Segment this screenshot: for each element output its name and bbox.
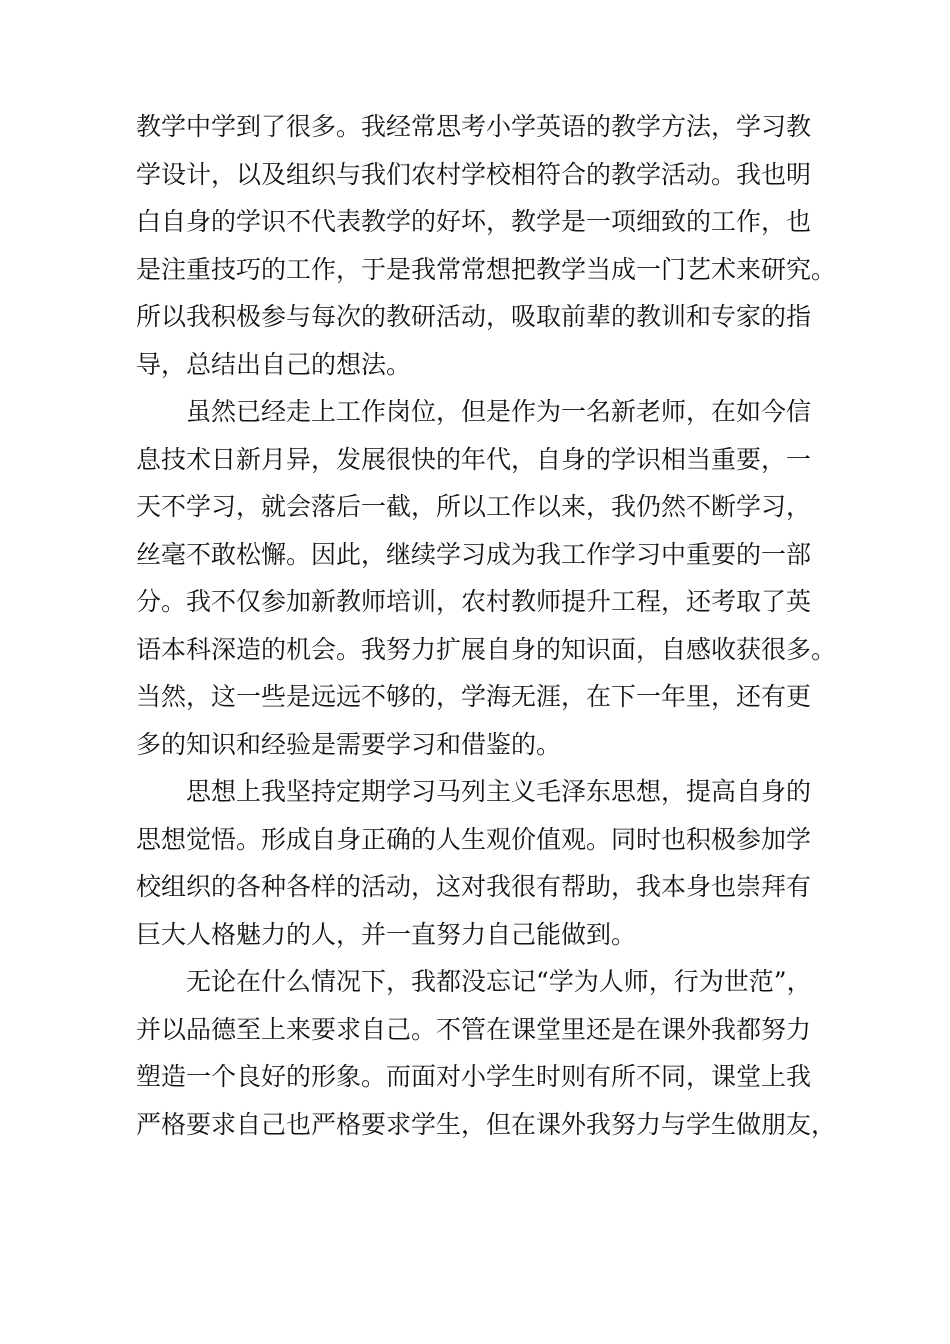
text-line: 息技术日新月异，发展很快的年代，自身的学识相当重要，一 (136, 444, 812, 474)
text-line: 学设计，以及组织与我们农村学校相符合的教学活动。我也明 (136, 159, 812, 189)
text-line: 巨大人格魅力的人，并一直努力自己能做到。 (136, 919, 637, 949)
text-line: 校组织的各种各样的活动，这对我很有帮助，我本身也崇拜有 (136, 872, 812, 901)
text-line: 无论在什么情况下，我都没忘记“学为人师，行为世范”， (186, 967, 812, 996)
paragraph-2 (136, 388, 836, 768)
text-line: 白自身的学识不代表教学的好坏，教学是一项细致的工作，也 (136, 207, 812, 236)
text-line: 天不学习，就会落后一截，所以工作以来，我仍然不断学习， (136, 492, 812, 521)
text-line: 思想上我坚持定期学习马列主义毛泽东思想，提高自身的 (186, 777, 812, 806)
text-line: 导，总结出自己的想法。 (136, 349, 412, 379)
text-line: 分。我不仅参加新教师培训，农村教师提升工程，还考取了英 (136, 587, 812, 616)
text-line: 严格要求自己也严格要求学生，但在课外我努力与学生做朋友， (136, 1109, 837, 1139)
text-line: 当然，这一些是远远不够的，学海无涯，在下一年里，还有更 (136, 682, 812, 711)
paragraph-1 (136, 103, 836, 388)
text-line: 并以品德至上来要求自己。不管在课堂里还是在课外我都努力 (136, 1014, 812, 1044)
paragraph-4 (136, 958, 836, 1148)
paragraph-3 (136, 768, 836, 958)
text-line: 教学中学到了很多。我经常思考小学英语的教学方法，学习教 (136, 112, 812, 141)
document-body (136, 103, 836, 1148)
text-line: 塑造一个良好的形象。而面对小学生时则有所不同，课堂上我 (136, 1062, 812, 1091)
text-line: 思想觉悟。形成自身正确的人生观价值观。同时也积极参加学 (136, 824, 812, 854)
text-line: 是注重技巧的工作，于是我常常想把教学当成一门艺术来研究。 (136, 254, 837, 284)
text-line: 虽然已经走上工作岗位，但是作为一名新老师，在如今信 (186, 397, 812, 426)
text-line: 所以我积极参与每次的教研活动，吸取前辈的教训和专家的指 (136, 302, 812, 331)
text-line: 多的知识和经验是需要学习和借鉴的。 (136, 729, 562, 759)
text-line: 丝毫不敢松懈。因此，继续学习成为我工作学习中重要的一部 (136, 539, 812, 569)
text-line: 语本科深造的机会。我努力扩展自身的知识面，自感收获很多。 (136, 634, 837, 664)
